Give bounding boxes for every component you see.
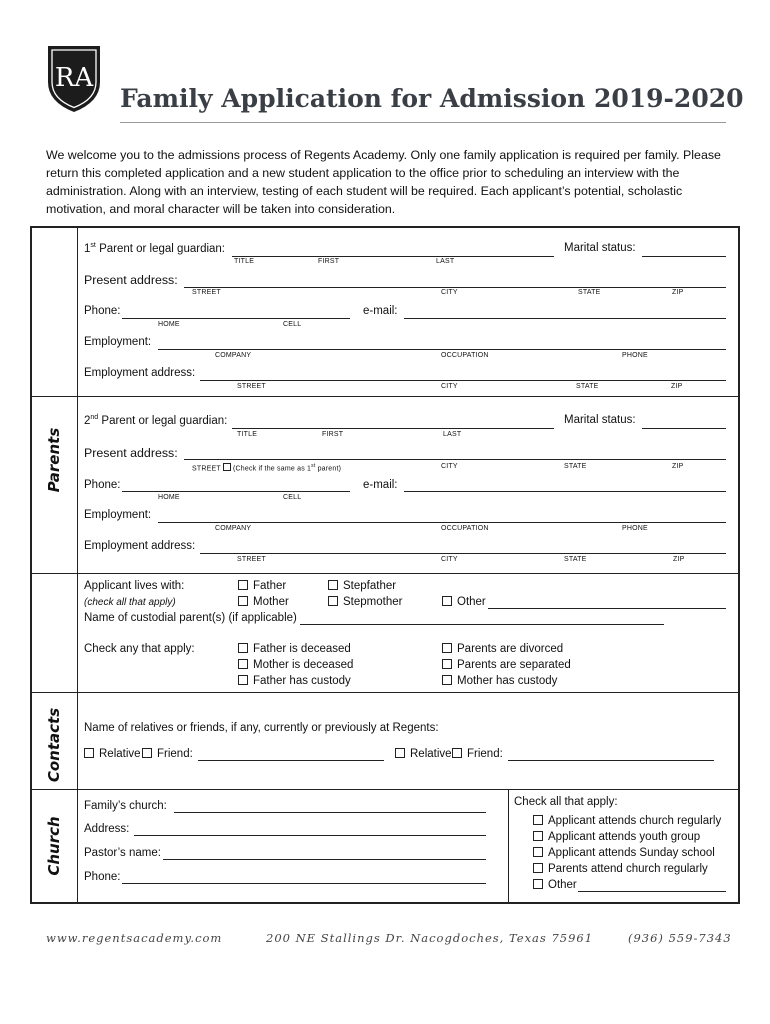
section-label-church: Church — [45, 816, 63, 876]
page-title: Family Application for Admission 2019-2020 — [120, 84, 744, 113]
lives-with-other-field[interactable] — [488, 608, 726, 609]
parent2-same-address-note: STREET (Check if the same as 1st parent) — [192, 463, 342, 473]
checkbox-friend-1[interactable]: Friend: — [142, 748, 193, 760]
parent1-email-field[interactable] — [404, 318, 726, 319]
parent2-emp-address-label: Employment address: — [84, 540, 196, 552]
parent2-phone-field[interactable] — [122, 491, 350, 492]
checkbox-father-deceased[interactable]: Father is deceased — [238, 643, 351, 655]
checkbox-stepmother[interactable]: Stepmother — [328, 596, 402, 608]
caption: FIRST — [322, 431, 344, 438]
church-address-field[interactable] — [134, 835, 486, 836]
parent2-email-field[interactable] — [404, 491, 726, 492]
parent2-marital-label: Marital status: — [564, 414, 636, 426]
parent2-emp-address-field[interactable] — [200, 553, 726, 554]
checkbox-relative-2[interactable]: Relative — [395, 748, 452, 760]
checkbox-stepfather[interactable]: Stepfather — [328, 580, 396, 592]
church-phone-field[interactable] — [122, 883, 486, 884]
checkbox-father[interactable]: Father — [238, 580, 286, 592]
church-phone-label: Phone: — [84, 871, 121, 883]
custodial-parent-label: Name of custodial parent(s) (if applicable) — [84, 612, 297, 624]
church-other-field[interactable] — [578, 891, 726, 892]
caption: HOME — [158, 321, 180, 328]
checkbox-father-custody[interactable]: Father has custody — [238, 675, 351, 687]
caption: CITY — [441, 383, 458, 390]
footer-address: 200 NE Stallings Dr. Nacogdoches, Texas 75961 — [266, 931, 594, 945]
caption: OCCUPATION — [441, 352, 489, 359]
contact-name-field-2[interactable] — [508, 760, 714, 761]
caption: HOME — [158, 494, 180, 501]
parent1-label: 1st Parent or legal guardian: — [84, 242, 226, 255]
caption: STREET — [237, 383, 266, 390]
caption: STATE — [576, 383, 599, 390]
checkbox-parents-divorced[interactable]: Parents are divorced — [442, 643, 563, 655]
section-label-parents: Parents — [45, 427, 63, 493]
caption: OCCUPATION — [441, 525, 489, 532]
caption: CELL — [283, 321, 302, 328]
caption: ZIP — [672, 289, 684, 296]
contacts-divider — [30, 692, 740, 693]
parent2-phone-label: Phone: — [84, 479, 121, 491]
caption: LAST — [443, 431, 462, 438]
lives-with-label: Applicant lives with: — [84, 580, 185, 592]
caption: STREET — [237, 556, 266, 563]
custodial-parent-field[interactable] — [300, 624, 664, 625]
parent1-marital-field[interactable] — [642, 256, 726, 257]
caption: LAST — [436, 258, 455, 265]
same-address-checkbox[interactable] — [223, 463, 231, 471]
caption: COMPANY — [215, 352, 252, 359]
parent1-employment-field[interactable] — [158, 349, 726, 350]
parent1-address-field[interactable] — [184, 287, 726, 288]
church-name-field[interactable] — [174, 812, 486, 813]
parent2-label: 2nd Parent or legal guardian: — [84, 414, 228, 427]
parent1-employment-label: Employment: — [84, 336, 152, 348]
check-any-label: Check any that apply: — [84, 643, 195, 655]
caption: CITY — [441, 463, 458, 470]
caption: CITY — [441, 289, 458, 296]
parent2-email-label: e-mail: — [363, 479, 398, 491]
footer-website[interactable]: www.regentsacademy.com — [46, 931, 223, 945]
parent1-emp-address-field[interactable] — [200, 380, 726, 381]
checkbox-friend-2[interactable]: Friend: — [452, 748, 503, 760]
footer-phone: (936) 559-7343 — [628, 931, 732, 945]
parent1-phone-label: Phone: — [84, 305, 121, 317]
parent1-name-field[interactable] — [232, 256, 554, 257]
contacts-label: Name of relatives or friends, if any, currently or previously at Regents: — [84, 722, 439, 734]
parent-divider — [30, 396, 740, 397]
checkbox-parents-separated[interactable]: Parents are separated — [442, 659, 571, 671]
contact-name-field-1[interactable] — [198, 760, 384, 761]
section-label-contacts: Contacts — [45, 707, 63, 783]
parent1-phone-field[interactable] — [122, 318, 350, 319]
caption: CELL — [283, 494, 302, 501]
checkbox-other[interactable]: Other — [442, 596, 486, 608]
caption: PHONE — [622, 352, 648, 359]
section-sidebar — [30, 226, 78, 904]
caption: ZIP — [672, 463, 684, 470]
checkbox-parents-attend[interactable]: Parents attend church regularly — [533, 863, 708, 875]
parent2-address-field[interactable] — [184, 459, 726, 460]
checkbox-mother[interactable]: Mother — [238, 596, 289, 608]
parent2-employment-label: Employment: — [84, 509, 152, 521]
regents-academy-logo — [46, 44, 102, 114]
parent2-marital-field[interactable] — [642, 428, 726, 429]
caption: STATE — [564, 556, 587, 563]
checkbox-relative-1[interactable]: Relative — [84, 748, 141, 760]
intro-paragraph: We welcome you to the admissions process of Regents Academy. Only one family application is required per family. Please return this completed application and a new student application to the office prior to scheduling an interview with the administration. Along with an interview, testing of each student will be required. Each applicant’s potential, scholastic motivation, and moral character will be taken into consideration. — [46, 148, 721, 216]
logo-letters: RA — [54, 63, 94, 93]
caption: STATE — [564, 463, 587, 470]
lives-with-note: (check all that apply) — [84, 597, 176, 608]
caption: STREET — [192, 289, 221, 296]
pastor-name-field[interactable] — [163, 859, 486, 860]
parent2-name-field[interactable] — [232, 428, 554, 429]
church-check-label: Check all that apply: — [514, 796, 618, 808]
church-column-divider — [508, 789, 509, 904]
caption: ZIP — [671, 383, 683, 390]
caption: STATE — [578, 289, 601, 296]
checkbox-church-other[interactable]: Other — [533, 879, 577, 891]
caption: PHONE — [622, 525, 648, 532]
caption: CITY — [441, 556, 458, 563]
parent1-emp-address-label: Employment address: — [84, 367, 196, 379]
title-rule — [120, 122, 726, 123]
caption: TITLE — [237, 431, 258, 438]
church-address-label: Address: — [84, 823, 130, 835]
church-name-label: Family’s church: — [84, 800, 167, 812]
checkbox-mother-deceased[interactable]: Mother is deceased — [238, 659, 353, 671]
caption: COMPANY — [215, 525, 252, 532]
household-divider — [30, 573, 740, 574]
caption: TITLE — [234, 258, 255, 265]
parent2-address-label: Present address: — [84, 446, 178, 460]
caption: ZIP — [673, 556, 685, 563]
church-divider — [30, 789, 740, 790]
checkbox-youth-group[interactable]: Applicant attends youth group — [533, 831, 700, 843]
parent1-marital-label: Marital status: — [564, 242, 636, 254]
pastor-name-label: Pastor’s name: — [84, 847, 161, 859]
parent2-employment-field[interactable] — [158, 522, 726, 523]
caption: FIRST — [318, 258, 340, 265]
checkbox-sunday-school[interactable]: Applicant attends Sunday school — [533, 847, 715, 859]
parent1-address-label: Present address: — [84, 273, 178, 287]
parent1-email-label: e-mail: — [363, 305, 398, 317]
checkbox-attends-church[interactable]: Applicant attends church regularly — [533, 815, 721, 827]
checkbox-mother-custody[interactable]: Mother has custody — [442, 675, 557, 687]
